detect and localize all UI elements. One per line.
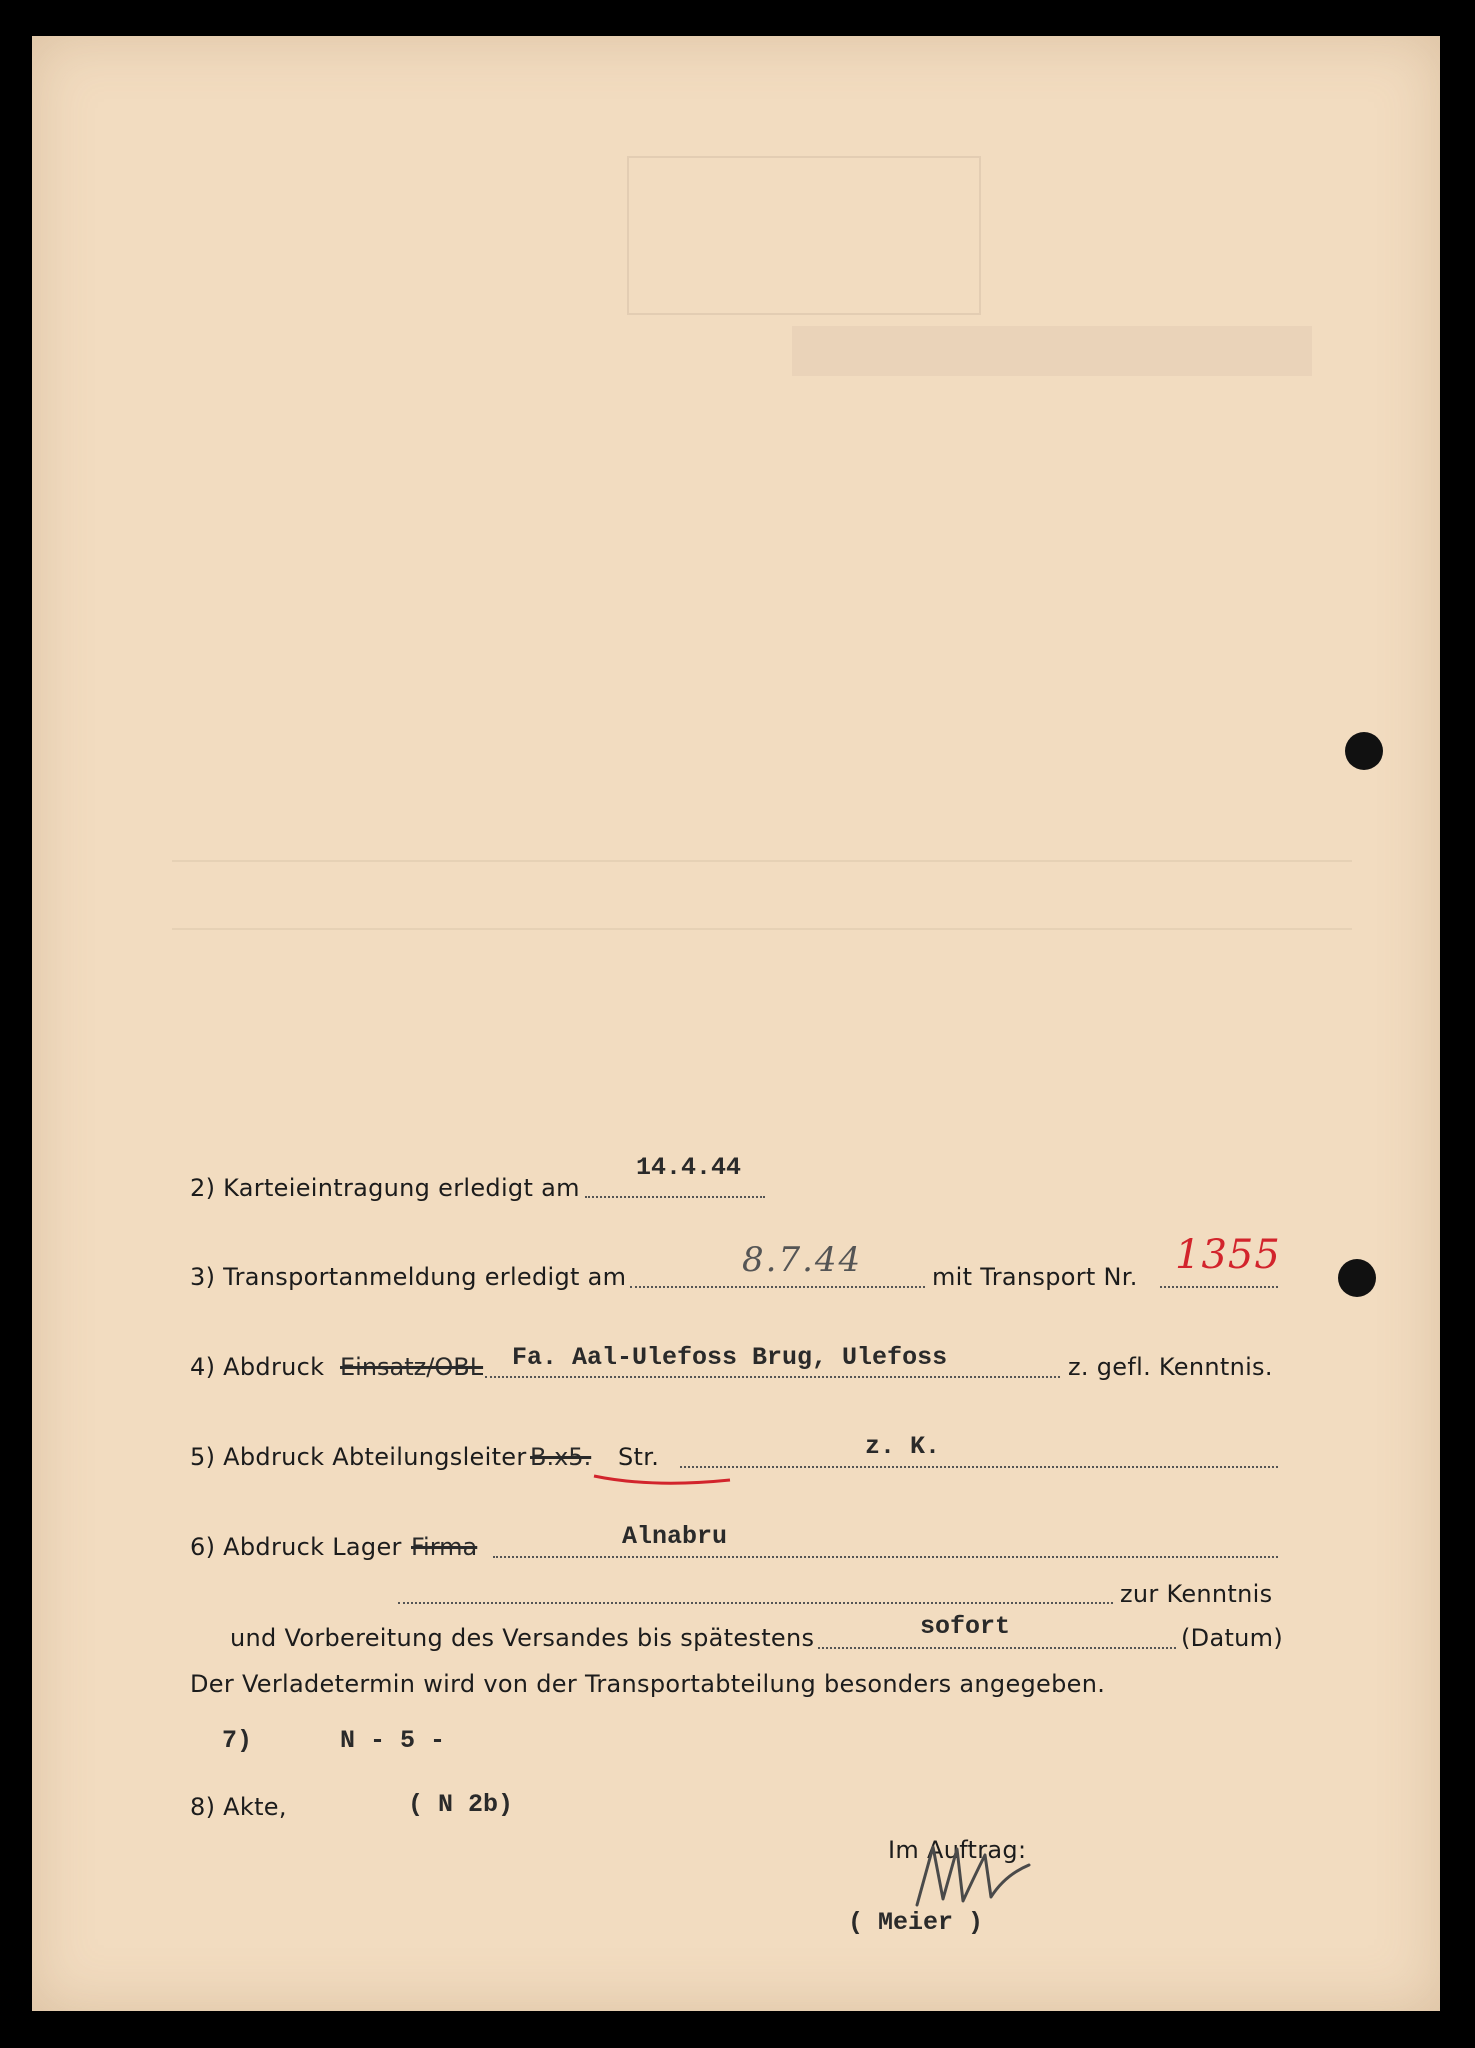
item8-file-reference: ( N 2b) <box>408 1790 514 1819</box>
item4-recipient: Fa. Aal-Ulefoss Brug, Ulefoss <box>512 1343 948 1372</box>
item6-loading-note: Der Verladetermin wird von der Transportabteilung besonders angegeben. <box>190 1670 1106 1698</box>
punch-hole <box>1345 732 1383 770</box>
item2-label: 2) Karteieintragung erledigt am <box>190 1174 580 1202</box>
item5-dotted-line <box>680 1466 1278 1468</box>
faded-table-rule <box>172 860 1352 862</box>
faded-show-through-heading <box>792 326 1312 376</box>
punch-hole <box>1338 1259 1376 1297</box>
item3-number-dotted-line <box>1160 1286 1278 1288</box>
item2-date: 14.4.44 <box>636 1153 742 1182</box>
item6-preparation-text: und Vorbereitung des Versandes bis spätestens <box>230 1624 815 1652</box>
handwritten-signature <box>905 1835 1035 1915</box>
item5-label: 5) Abdruck Abteilungsleiter <box>190 1443 527 1471</box>
item3-dotted-line <box>630 1286 925 1288</box>
document-page <box>32 36 1440 2011</box>
item6-preparation-deadline: sofort <box>920 1612 1011 1641</box>
item3-label: 3) Transportanmeldung erledigt am <box>190 1263 627 1291</box>
item3-mid-text: mit Transport Nr. <box>932 1263 1138 1291</box>
item7-number: 7) <box>222 1726 253 1755</box>
item6-date-dotted-line <box>818 1647 1176 1649</box>
item4-dotted-line <box>485 1376 1060 1378</box>
item5-struck-out-text: B.x5. <box>530 1443 592 1471</box>
item3-handwritten-date: 8.7.44 <box>742 1240 863 1280</box>
signatory-name: ( Meier ) <box>848 1908 984 1937</box>
item7-value: N - 5 - <box>340 1726 446 1755</box>
red-underline-mark <box>592 1472 732 1486</box>
item6-dotted-line <box>493 1556 1278 1558</box>
item6-struck-out-text: Firma <box>411 1533 478 1561</box>
item5-typed-str: Str. <box>618 1443 660 1471</box>
im-auftrag-label: Im Auftrag: <box>888 1836 1027 1864</box>
item2-dotted-line <box>585 1196 765 1198</box>
item6-label: 6) Abdruck Lager <box>190 1533 402 1561</box>
item6-datum-label: (Datum) <box>1181 1624 1284 1652</box>
faded-table-rule <box>172 928 1352 930</box>
item8-label: 8) Akte, <box>190 1793 287 1821</box>
item6-second-dotted-line <box>398 1602 1113 1604</box>
faded-stamp-box <box>627 156 981 315</box>
item4-suffix: z. gefl. Kenntnis. <box>1068 1353 1273 1381</box>
item5-suffix: z. K. <box>865 1432 941 1461</box>
item4-label: 4) Abdruck <box>190 1353 325 1381</box>
item4-struck-out-text: Einsatz/OBL <box>340 1353 484 1381</box>
item3-transport-number: 1355 <box>1175 1232 1281 1278</box>
item6-storage-location: Alnabru <box>622 1522 728 1551</box>
item6-zur-kenntnis: zur Kenntnis <box>1120 1580 1273 1608</box>
